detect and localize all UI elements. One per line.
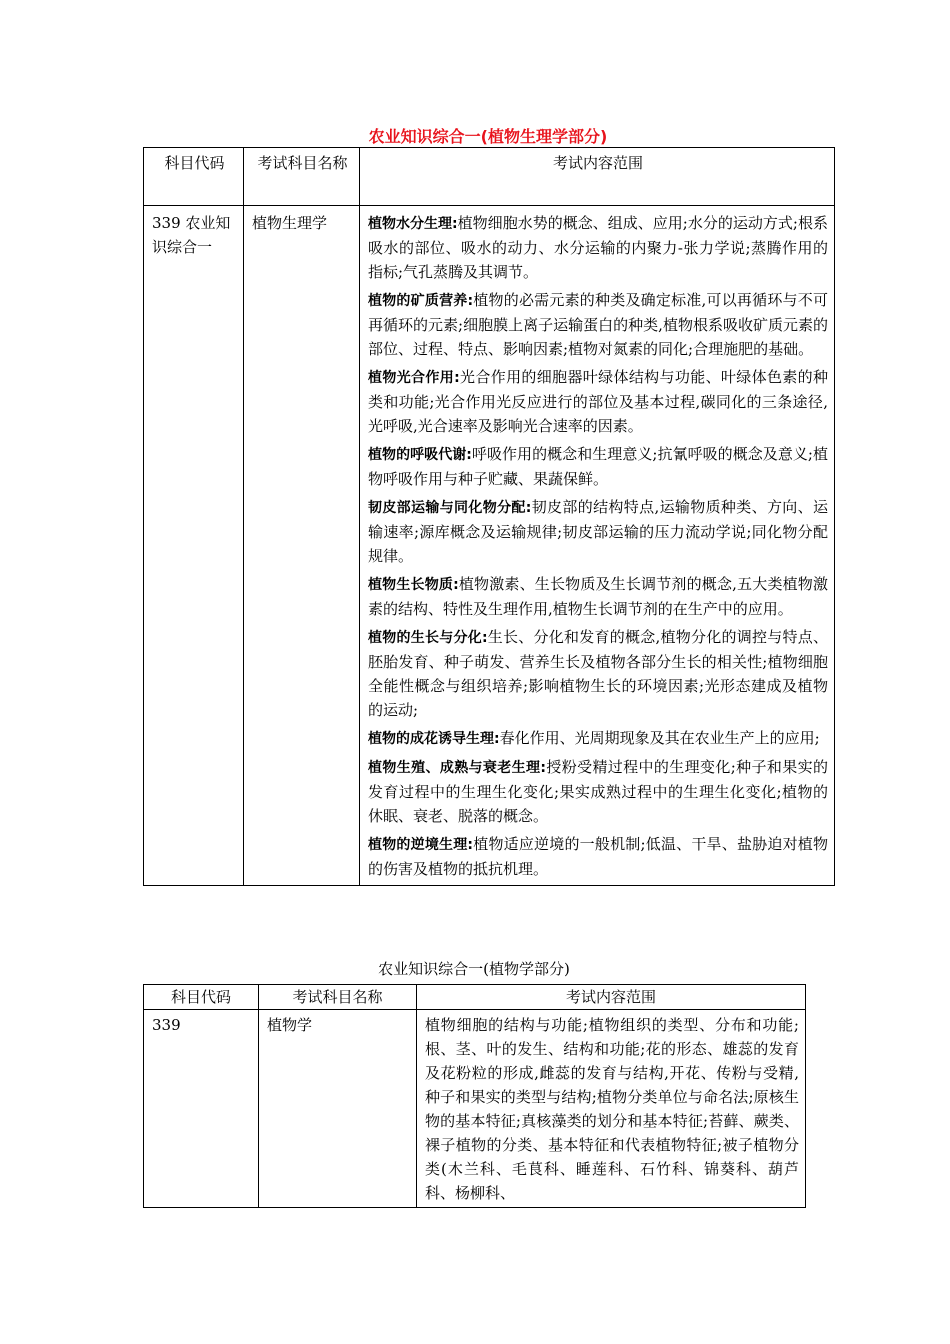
topic-heading: 植物的生长与分化: (368, 630, 488, 646)
header-subject-name: 考试科目名称 (259, 985, 417, 1010)
header-content-scope: 考试内容范围 (360, 148, 835, 206)
botany-table (143, 984, 806, 1208)
topic-water-physiology (368, 211, 828, 284)
topic-heading: 植物生长物质: (368, 577, 459, 593)
topic-heading: 植物的逆境生理: (368, 837, 474, 853)
topic-heading: 植物生殖、成熟与衰老生理: (368, 760, 546, 776)
header-subject-name: 考试科目名称 (244, 148, 360, 206)
topic-heading: 植物的矿质营养: (368, 293, 474, 309)
subject-name-cell: 植物生理学 (244, 206, 360, 886)
topic-growth-substances (368, 572, 828, 621)
content-scope-cell (360, 206, 835, 886)
topic-growth-differentiation (368, 625, 828, 722)
topic-text: 韧皮部的结构特点,运输物质种类、方向、运输速率;源库概念及运输规律;韧皮部运输的压力流动学说;同化物分配规律。 (368, 498, 828, 565)
header-content-scope: 考试内容范围 (417, 985, 806, 1010)
table-row (144, 206, 835, 886)
topic-mineral-nutrition (368, 288, 828, 361)
topic-text: 春化作用、光周期现象及其在农业生产上的应用; (499, 729, 820, 747)
topic-heading: 植物的呼吸代谢: (368, 447, 472, 463)
plant-physiology-table (143, 147, 835, 886)
subject-name-cell: 植物学 (259, 1010, 417, 1208)
topic-text: 植物适应逆境的一般机制;低温、干旱、盐胁迫对植物的伤害及植物的抵抗机理。 (368, 835, 828, 878)
table-header-row (144, 148, 835, 206)
section2-title: 农业知识综合一(植物学部分) (378, 960, 570, 978)
subject-code-cell: 339 (144, 1010, 259, 1208)
topic-text: 植物细胞水势的概念、组成、应用;水分的运动方式;根系吸水的部位、吸水的动力、水分运输的内聚力-张力学说;蒸腾作用的指标;气孔蒸腾及其调节。 (368, 214, 828, 281)
section1-title: 农业知识综合一(植物生理学部分) (368, 127, 608, 146)
topic-heading: 植物的成花诱导生理: (368, 731, 500, 747)
topic-text: 植物的必需元素的种类及确定标准,可以再循环与不可再循环的元素;细胞膜上离子运输蛋白的种类,植物根系吸收矿质元素的部位、过程、特点、影响因素;植物对氮素的同化;合理施肥的基础。 (368, 291, 828, 358)
topic-photosynthesis (368, 365, 828, 438)
topic-flowering-induction (368, 726, 828, 751)
header-code: 科目代码 (144, 148, 244, 206)
content-scope-cell (417, 1010, 806, 1208)
topic-text: 生长、分化和发育的概念,植物分化的调控与特点、胚胎发育、种子萌发、营养生长及植物各部分生长的相关性;植物细胞全能性概念与组织培养;影响植物生长的环境因素;光形态建成及植物的运动; (368, 628, 828, 719)
topic-reproduction-senescence (368, 755, 828, 828)
header-code: 科目代码 (144, 985, 259, 1010)
topic-heading: 植物光合作用: (368, 370, 460, 386)
topic-text: 植物激素、生长物质及生长调节剂的概念,五大类植物激素的结构、特性及生理作用,植物生长调节剂的在生产中的应用。 (368, 575, 828, 618)
topic-heading: 植物水分生理: (368, 216, 458, 232)
topic-text: 授粉受精过程中的生理变化;种子和果实的发育过程中的生理生化变化;果实成熟过程中的生理生化变化;植物的休眠、衰老、脱落的概念。 (368, 758, 828, 825)
table-header-row (144, 985, 806, 1010)
topic-phloem-transport (368, 495, 828, 568)
subject-code-cell: 339 农业知识综合一 (144, 206, 244, 886)
table-row (144, 1010, 806, 1208)
topic-heading: 韧皮部运输与同化物分配: (368, 500, 532, 516)
content-scope-text: 植物细胞的结构与功能;植物组织的类型、分布和功能;根、茎、叶的发生、结构和功能;花的形态、雄蕊的发育及花粉粒的形成,雌蕊的发育与结构,开花、传粉与受精,种子和果实的类型与结构;植物分类单位与命名法;原核生物的基本特征;真核藻类的划分和基本特征;苔藓、蕨类、裸子植物的分类、基本特征和代表植物特征;被子植物分类(木兰科、毛茛科、睡莲科、石竹科、锦葵科、葫芦科、杨柳科、 (425, 1016, 799, 1202)
topic-text: 呼吸作用的概念和生理意义;抗氰呼吸的概念及意义;植物呼吸作用与种子贮藏、果蔬保鲜。 (368, 445, 828, 488)
topic-text: 光合作用的细胞器叶绿体结构与功能、叶绿体色素的种类和功能;光合作用光反应进行的部位及基本过程,碳同化的三条途径,光呼吸,光合速率及影响光合速率的因素。 (368, 368, 828, 435)
topic-stress-physiology (368, 832, 828, 881)
topic-respiration (368, 442, 828, 491)
